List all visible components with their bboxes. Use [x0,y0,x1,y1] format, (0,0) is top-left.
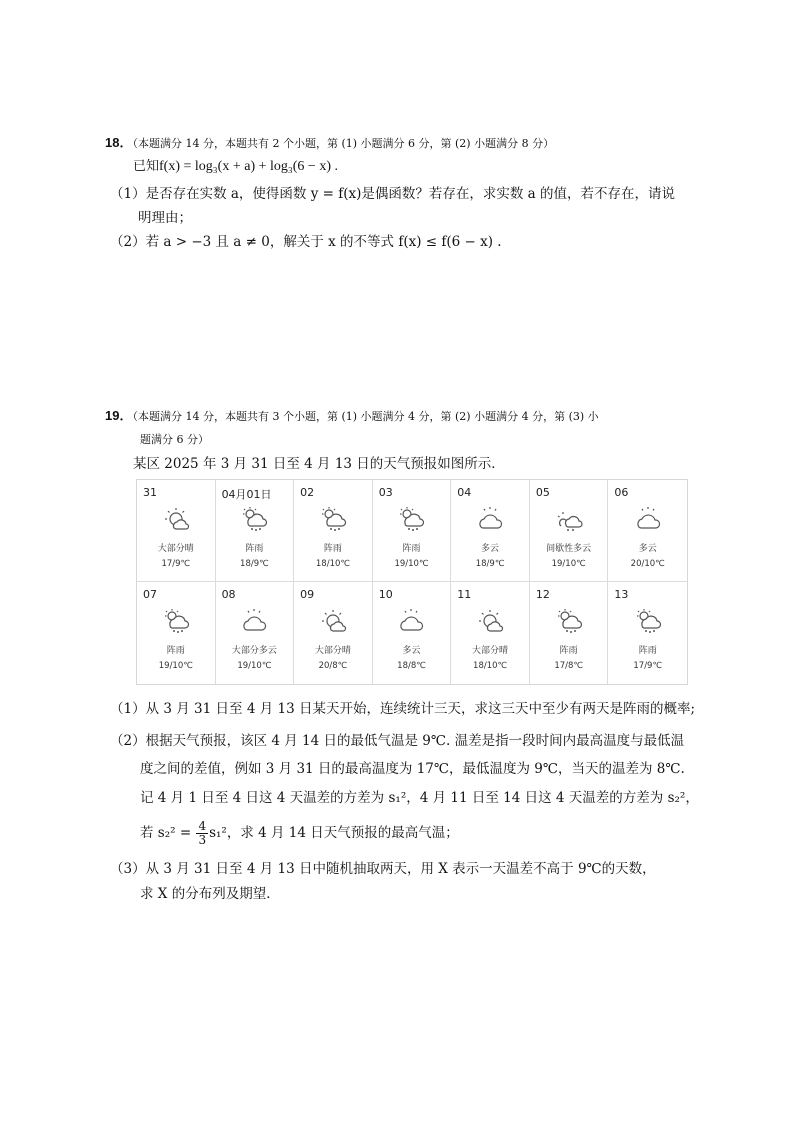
q18-part1-line2: 明理由； [138,210,192,226]
weather-date: 04 [457,486,472,499]
q18-part1-line1: （1）是否存在实数 a，使得函数 y = f(x)是偶函数？若存在，求实数 a 的值，若不存在，请说 [110,186,676,202]
weather-condition: 间歇性多云 [546,544,592,554]
partly-sunny-icon [476,608,504,634]
weather-temperature: 18/10℃ [315,559,350,569]
fraction-denominator: 3 [198,833,207,847]
weather-date: 02 [300,486,315,499]
shower-icon [555,608,583,634]
fraction-numerator: 4 [198,819,207,833]
shower-icon [162,608,190,634]
weather-condition: 大部分晴 [472,646,509,656]
weather-temperature: 20/8℃ [318,661,348,671]
shower-icon [397,506,425,532]
weather-day-cell [530,480,609,582]
mostly-cloudy-icon [240,608,268,634]
weather-condition: 多云 [402,646,421,656]
partly-sunny-icon [319,608,347,634]
cloudy-sun-icon [397,608,425,634]
weather-date: 09 [300,588,315,601]
weather-date: 03 [378,486,393,499]
weather-day-cell [137,582,216,684]
weather-temperature: 19/10℃ [158,661,193,671]
weather-temperature: 19/10℃ [394,559,429,569]
weather-date: 05 [535,486,550,499]
q19-intro: 某区 2025 年 3 月 31 日至 4 月 13 日的天气预报如图所示． [133,456,505,472]
weather-day-cell [373,582,452,684]
weather-day-cell [294,480,373,582]
weather-date: 06 [614,486,629,499]
weather-date: 13 [614,588,629,601]
weather-condition: 大部分多云 [231,646,277,656]
intermittent-cloudy-icon [555,506,583,532]
weather-condition: 阵雨 [323,544,342,554]
weather-temperature: 18/10℃ [473,661,508,671]
shower-icon [634,608,662,634]
weather-temperature: 17/9℃ [633,661,663,671]
partly-sunny-icon [162,506,190,532]
fraction-four-thirds [196,820,208,847]
weather-condition: 多云 [481,544,500,554]
weather-day-cell [294,582,373,684]
q19-header-line2: 题满分 6 分） [140,433,209,446]
q19-part3-line1: （3）从 3 月 31 日至 4 月 13 日中随机抽取两天，用 X 表示一天温差不高于 9℃的天数， [110,861,656,877]
weather-condition: 阵雨 [166,646,185,656]
weather-temperature: 18/9℃ [240,559,269,569]
weather-day-cell [608,480,687,582]
shower-icon [240,506,268,532]
weather-date: 08 [221,588,236,601]
weather-date: 11 [457,588,472,601]
q19-part3-line2: 求 X 的分布列及期望． [140,886,280,902]
weather-temperature: 19/10℃ [551,559,586,569]
q18-part2: （2）若 a > −3 且 a ≠ 0，解关于 x 的不等式 f(x) ≤ f(6 − x) . [110,234,502,250]
weather-condition: 大部分晴 [314,646,351,656]
q18-given-prefix: 已知 [133,159,160,174]
q19-part2-line4-suffix: s₁²，求 4 月 14 日天气预报的最高气温； [209,825,459,841]
weather-temperature: 18/9℃ [475,559,505,569]
weather-day-cell [451,480,530,582]
shower-icon [319,506,347,532]
weather-date: 04月01日 [221,488,272,501]
weather-condition: 阵雨 [245,544,264,554]
cloudy-sun-icon [634,506,662,532]
weather-day-cell [137,480,216,582]
weather-temperature: 18/8℃ [397,661,426,671]
weather-date: 31 [143,486,157,499]
q19-header-line1 [105,406,599,427]
weather-date: 12 [535,588,550,601]
q19-part2-line4 [140,820,459,847]
weather-day-cell [373,480,452,582]
weather-temperature: 19/10℃ [237,661,272,671]
q19-part2-line3: 记 4 月 1 日至 4 日这 4 天温差的方差为 s₁²，4 月 11 日至 14 日这 4 天温差的方差为 s₂²， [140,790,699,806]
weather-forecast-grid [136,479,688,685]
weather-day-cell [608,582,687,684]
weather-temperature: 17/8℃ [554,661,583,671]
weather-day-cell [216,582,295,684]
weather-condition: 阵雨 [559,646,578,656]
weather-condition: 阵雨 [402,544,421,554]
q18-number: 18． [105,135,133,150]
q18-header: （本题满分 14 分，本题共有 2 个小题，第 (1) 小题满分 6 分，第 (2) 小题满分 8 分） [132,137,555,150]
q19-number: 19． [105,408,133,423]
q19-part2-line1: （2）根据天气预报，该区 4 月 14 日的最低气温是 9℃. 温差是指一段时间内最高温度与最低温 [110,733,685,749]
q19-header-1: （本题满分 14 分，本题共有 3 个小题，第 (1) 小题满分 4 分，第 (2) 小题满分 4 分，第 (3) 小 [132,410,599,423]
weather-date: 10 [378,588,393,601]
cloudy-icon [476,506,504,532]
weather-temperature: 17/9℃ [161,559,191,569]
q19-part2-line4-prefix: 若 s₂² = [140,825,192,841]
q19-part1: （1）从 3 月 31 日至 4 月 13 日某天开始，连续统计三天，求这三天中至少有两天是阵雨的概率; [110,701,696,717]
q18-given-math: f(x) = log₃(x + a) + log₃(6 − x) . [159,159,338,174]
weather-date: 07 [143,588,157,601]
weather-day-cell [530,582,609,684]
weather-temperature: 20/10℃ [630,559,665,569]
q18-header-line [105,133,554,154]
weather-condition: 多云 [638,544,657,554]
weather-day-cell [451,582,530,684]
q19-part2-line2: 度之间的差值，例如 3 月 31 日的最高温度为 17℃，最低温度为 9℃，当天的温差为 8℃. [140,761,685,777]
weather-condition: 大部分晴 [157,544,194,554]
weather-condition: 阵雨 [638,646,657,656]
weather-day-cell [216,480,295,582]
q18-given [133,157,338,177]
